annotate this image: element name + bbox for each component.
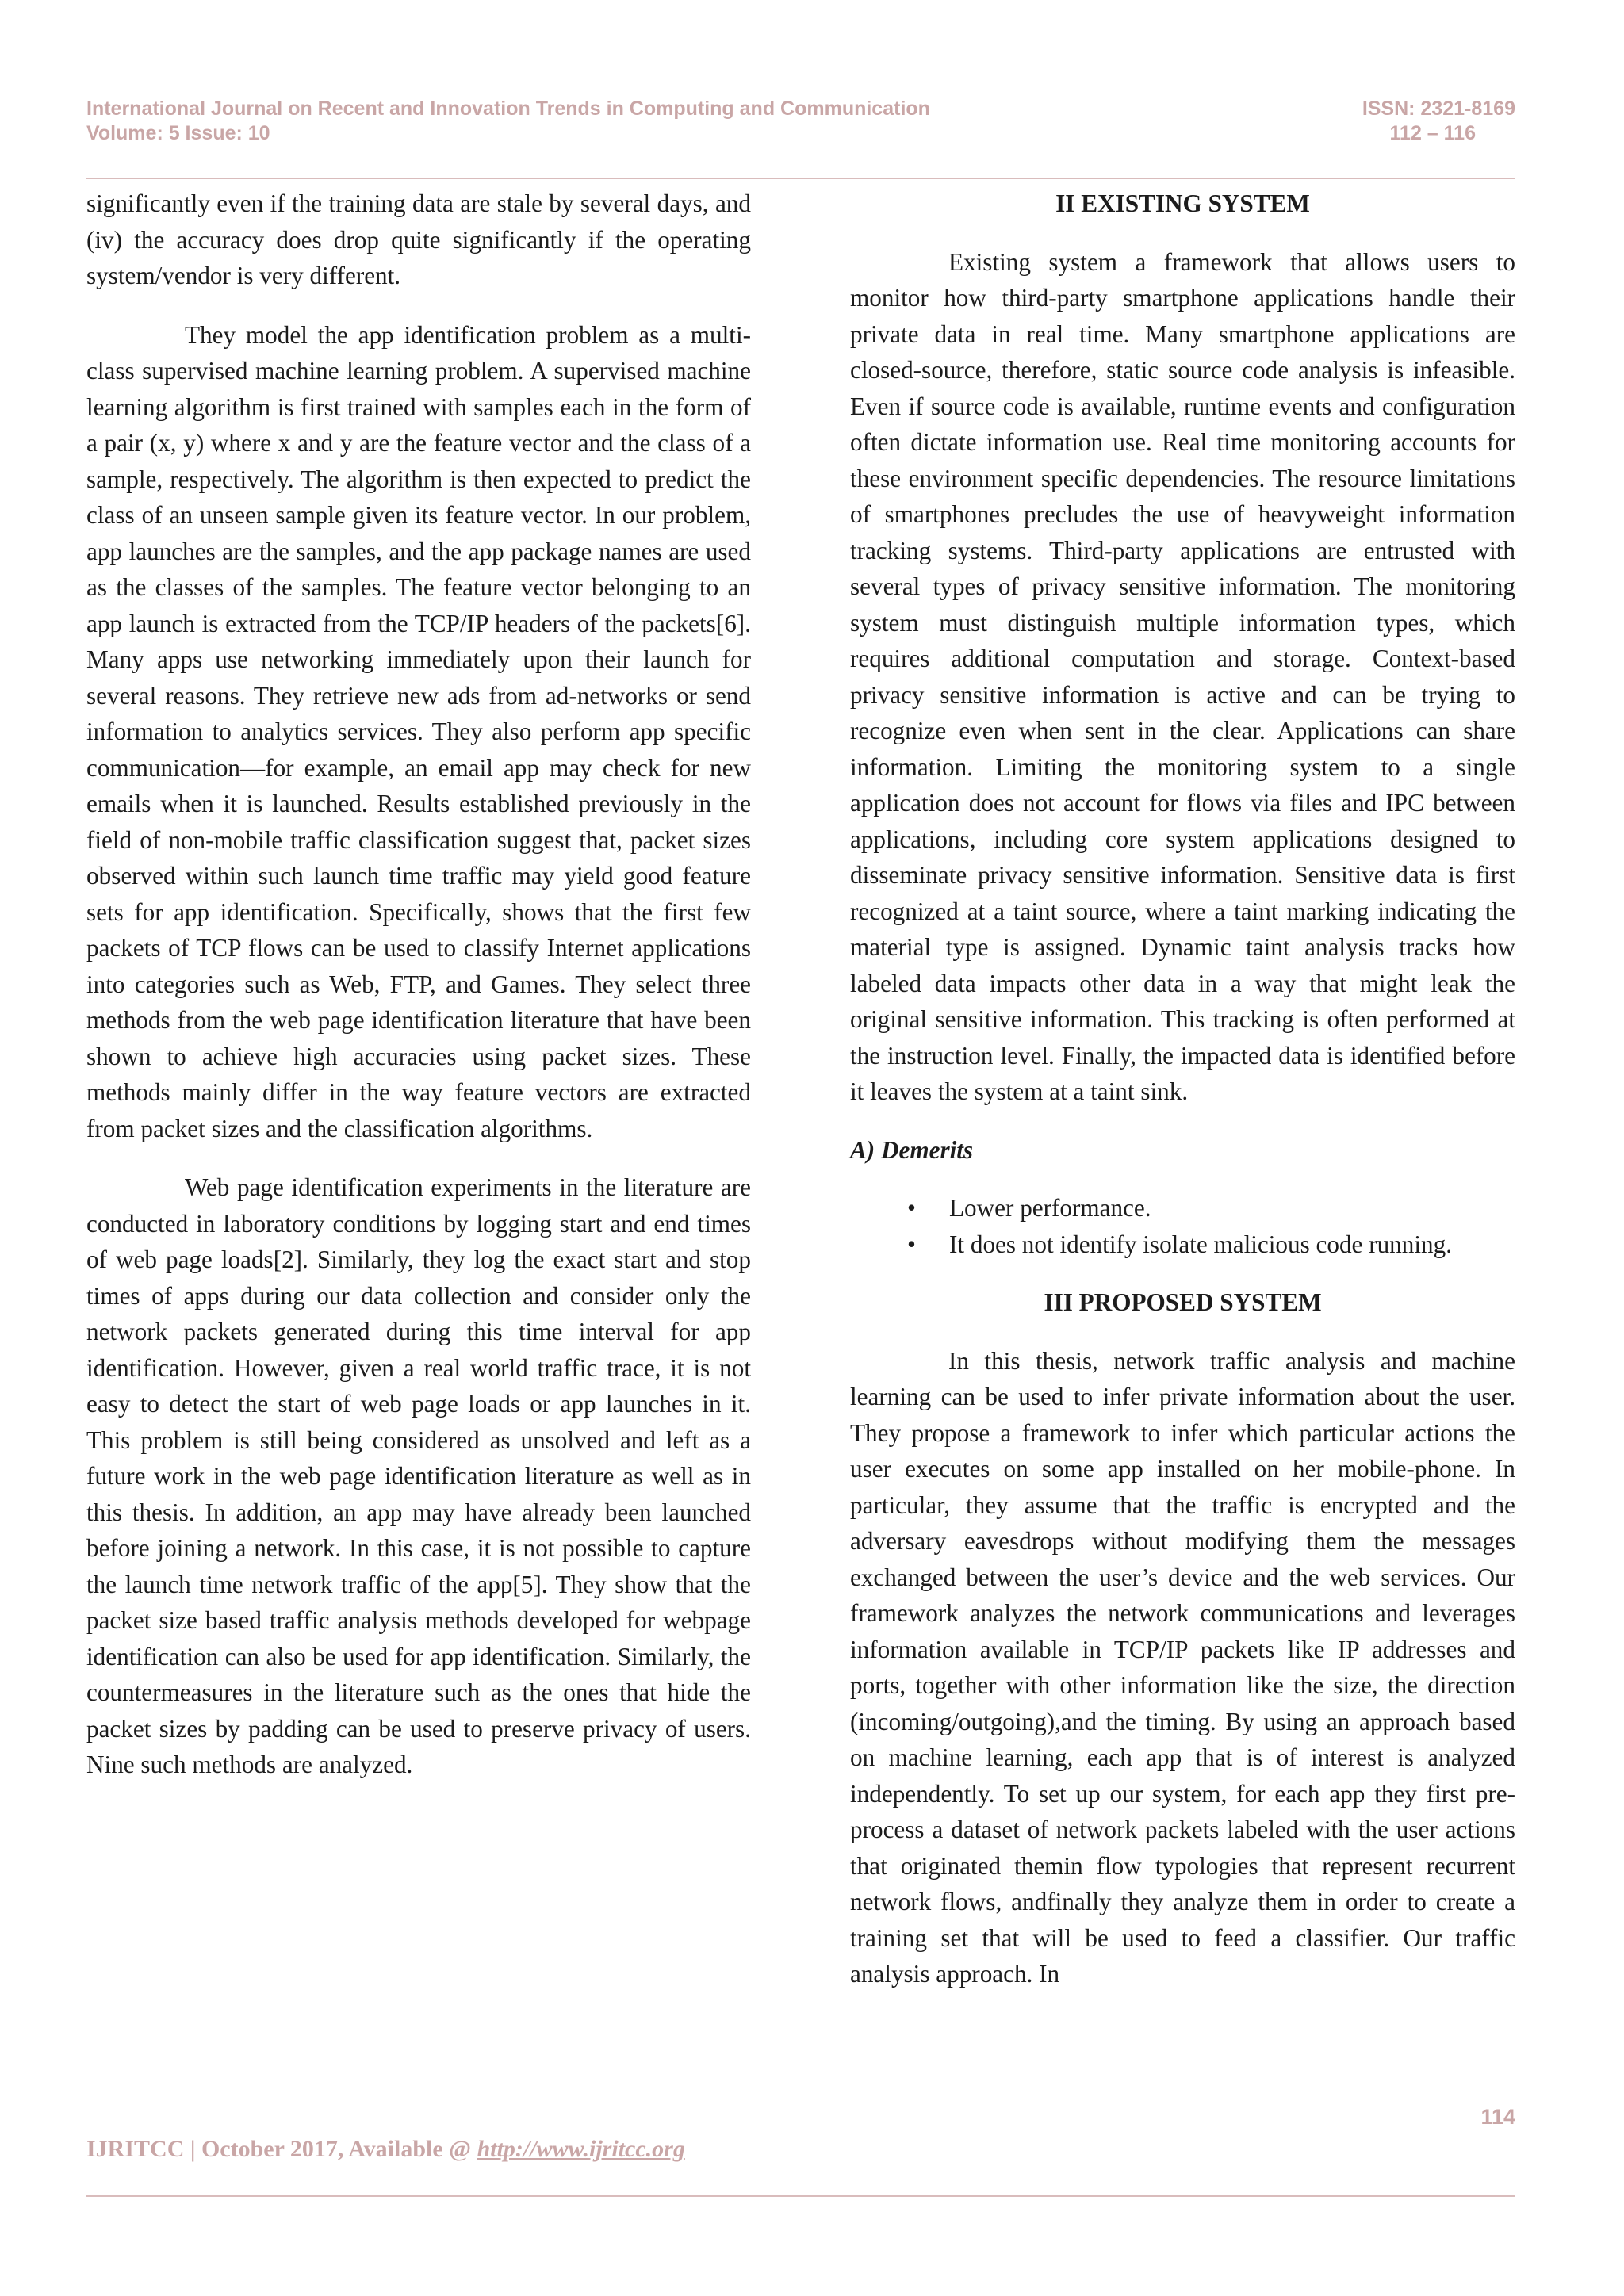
left-paragraph-2: They model the app identification problem as a multi-class supervised machine learning problem. A supervised machine learning algorithm is first trained with samples each in the form of a pair (x, y) where x and y are the feature vector and the class of a sample, respectively. The algorithm is then expected to predict the class of an unseen sample given its feature vector. In our problem, app launches are the samples, and the app package names are used as the classes of the samples. The feature vector belonging to an app launch is extracted from the TCP/IP headers of the packets[6]. Many apps use networking immediately upon their launch for several reasons. They retrieve new ads from ad-networks or send information to analytics services. They also perform app specific communication—for example, an email app may check for new emails when it is launched. Results established previously in the field of non-mobile traffic classification suggest that, packet sizes observed within such launch time traffic may yield good feature sets for app identification. Specifically, shows that the first few packets of TCP flows can be used to classify Internet applications into categories such as Web, FTP, and Games. They select three methods from the web page identification literature that have been shown to achieve high accuracies using packet sizes. These methods mainly differ in the way feature vectors are extracted from packet sizes and the classification algorithms. [86,320,751,1142]
demerit-text: It does not identify isolate malicious code running. [949,1230,1453,1258]
footer [86,2136,685,2163]
bullet-icon: • [907,1230,916,1258]
footer-rule [86,2195,1515,2197]
list-item [850,1226,1515,1263]
demerits-heading: A) Demerits [850,1135,974,1164]
footer-text: IJRITCC | October 2017, Available @ [86,2136,477,2162]
existing-system-heading: II EXISTING SYSTEM [1055,189,1310,217]
demerit-text: Lower performance. [949,1194,1151,1222]
proposed-system-heading: III PROPOSED SYSTEM [1044,1288,1322,1316]
journal-header [86,97,930,146]
journal-title: International Journal on Recent and Innovation Trends in Computing and Communication [86,98,930,120]
left-paragraph-3: Web page identification experiments in the literature are conducted in laboratory conditions by logging start and end times of web page loads[2]. Similarly, they log the exact start and stop times of apps during our data collection and consider only the network packets generated during this time interval for app identification. However, given a real world traffic trace, it is not easy to detect the start of web page loads or app launches in it. This problem is still being considered as unsolved and left as a future work in the web page identification literature as well as in this thesis. In addition, an app may have already been launched before joining a network. In this case, it is not possible to capture the launch time network traffic of the app[5]. They show that the packet size based traffic analysis methods developed for webpage identification can also be used for app identification. Similarly, the countermeasures in the literature such as the ones that hide the packet sizes by padding can be used to preserve privacy of users. Nine such methods are analyzed. [86,1173,751,1778]
left-column [86,186,751,1783]
issn-number: ISSN: 2321-8169 [1362,98,1515,120]
footer-link[interactable]: http://www.ijritcc.org [477,2136,685,2162]
demerits-list [850,1190,1515,1262]
page-range: 112 – 116 [1389,122,1476,144]
left-paragraph-1: significantly even if the training data are stale by several days, and (iv) the accuracy does drop quite significantly if the operating system/vendor is very different. [86,189,751,289]
header-rule [86,178,1515,179]
issn-header [1362,97,1515,146]
page-number: 114 [1480,2105,1515,2129]
list-item [850,1190,1515,1226]
proposed-system-paragraph: In this thesis, network traffic analysis and machine learning can be used to infer private information about the user. They propose a framework to infer which particular actions the user executes on some app installed on her mobile-phone. In particular, they assume that the traffic is encrypted and the adversary eavesdrops without modifying them the messages exchanged between the user’s device and the web services. Our framework analyzes the network communications and leverages information available in TCP/IP packets like IP addresses and ports, together with other information like the size, the direction (incoming/outgoing),and the timing. By using an approach based on machine learning, each app that is of interest is analyzed independently. To set up our system, for each app they first pre-process a dataset of network packets labeled with the user actions that originated themin flow typologies that represent recurrent network flows, andfinally they analyze them in order to create a training set that will be used to feed a classifier. Our traffic analysis approach. In [850,1346,1515,1988]
bullet-icon: • [907,1194,916,1222]
right-column [850,186,1515,1992]
existing-system-paragraph: Existing system a framework that allows users to monitor how third-party smartphone applications handle their private data in real time. Many smartphone applications are closed-source, therefore, static source code analysis is infeasible. Even if source code is available, runtime events and configuration often dictate information use. Real time monitoring accounts for these environment specific dependencies. The resource limitations of smartphones precludes the use of heavyweight information tracking systems. Third-party applications are entrusted with several types of privacy sensitive information. The monitoring system must distinguish multiple information types, which requires additional computation and storage. Context-based privacy sensitive information is active and can be trying to recognize even when sent in the clear. Applications can share information. Limiting the monitoring system to a single application does not account for flows via files and IPC between applications, including core system applications designed to disseminate privacy sensitive information. Sensitive data is first recognized at a taint source, where a taint marking indicating the material type is assigned. Dynamic taint analysis tracks how labeled data impacts other data in a way that might leak the original sensitive information. This tracking is often performed at the instruction level. Finally, the impacted data is identified before it leaves the system at a taint sink. [850,247,1515,1105]
journal-volume: Volume: 5 Issue: 10 [86,122,270,144]
